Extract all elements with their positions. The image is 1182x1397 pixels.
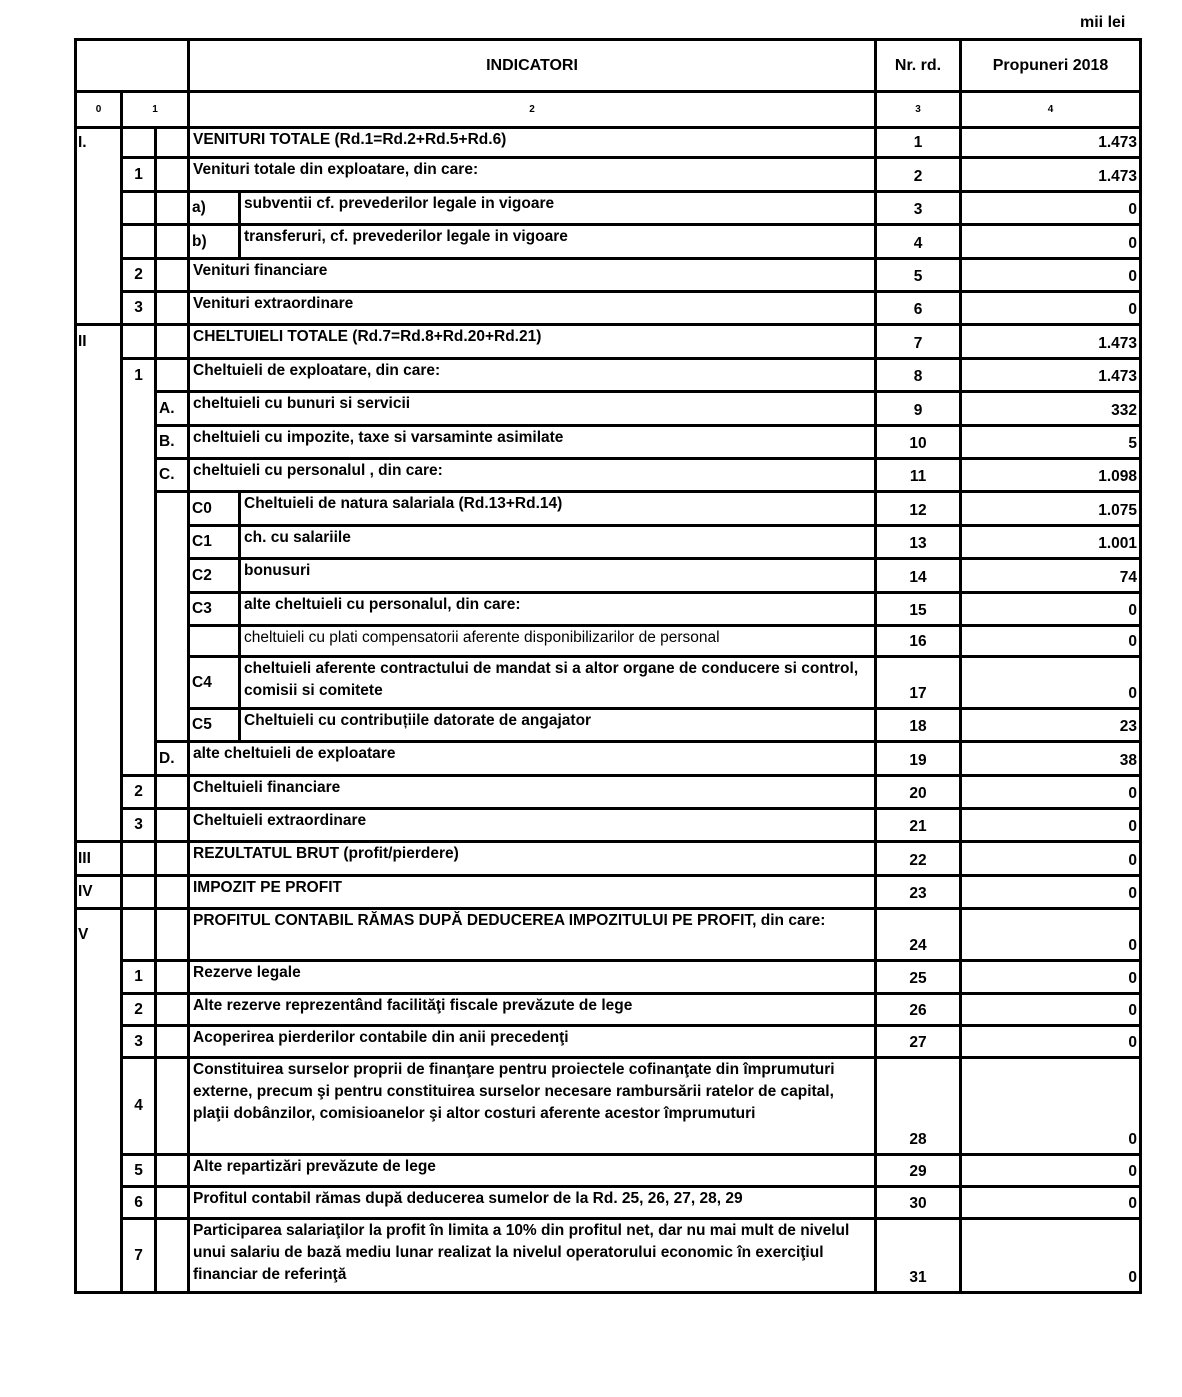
section-roman <box>76 776 122 809</box>
item-number: 3 <box>122 809 156 842</box>
indicator-text: ch. cu salariile <box>240 526 876 559</box>
section-roman <box>76 359 122 392</box>
letter-cell <box>156 359 189 392</box>
letter-cell: D. <box>156 742 189 776</box>
item-number <box>122 192 156 225</box>
table-row <box>76 259 1141 292</box>
unit-label: mii lei <box>1080 14 1126 31</box>
row-number: 16 <box>876 626 961 657</box>
table-row <box>76 359 1141 392</box>
table-row <box>76 526 1141 559</box>
letter-cell: B. <box>156 426 189 459</box>
indicator-text: Participarea salariaţilor la profit în limita a 10% din profitul net, dar nu mai mult de nivelul unui salariu de bază mediu lunar realizat la nivelul operatorului economic în exerciţiul financiar de referinţă <box>189 1219 876 1293</box>
row-number: 5 <box>876 259 961 292</box>
proposal-value: 23 <box>961 709 1141 742</box>
proposal-value: 5 <box>961 426 1141 459</box>
item-number <box>122 742 156 776</box>
letter-cell: A. <box>156 392 189 426</box>
indicator-text: Constituirea surselor proprii de finanţare pentru proiectele cofinanţate din împrumuturi externe, precum şi pentru constituirea surselor necesare rambursării ratelor de capital, plaţii dobânzilor, comisioanelor şi altor costuri aferente acestor împrumuturi <box>189 1058 876 1155</box>
table-row <box>76 1187 1141 1219</box>
section-roman <box>76 1155 122 1187</box>
row-number: 2 <box>876 158 961 192</box>
indicator-text: Cheltuieli de natura salariala (Rd.13+Rd.14) <box>240 492 876 526</box>
proposal-value: 0 <box>961 909 1141 961</box>
row-number: 13 <box>876 526 961 559</box>
indicator-text: Venituri financiare <box>189 259 876 292</box>
indicator-text: cheltuieli cu bunuri si servicii <box>189 392 876 426</box>
indicator-text: subventii cf. prevederilor legale in vigoare <box>240 192 876 225</box>
sub-label: C1 <box>189 526 240 559</box>
row-number: 9 <box>876 392 961 426</box>
section-roman: III <box>76 842 122 876</box>
letter-cell <box>156 626 189 657</box>
table-row <box>76 742 1141 776</box>
item-number <box>122 128 156 158</box>
indicator-text: Venituri extraordinare <box>189 292 876 325</box>
item-number <box>122 459 156 492</box>
indicator-text: Cheltuieli extraordinare <box>189 809 876 842</box>
item-number <box>122 392 156 426</box>
proposal-value: 1.098 <box>961 459 1141 492</box>
sub-label: C5 <box>189 709 240 742</box>
row-number: 27 <box>876 1026 961 1058</box>
section-roman <box>76 259 122 292</box>
indicator-text: VENITURI TOTALE (Rd.1=Rd.2+Rd.5+Rd.6) <box>189 128 876 158</box>
header-indicatori: INDICATORI <box>189 40 876 92</box>
item-number <box>122 876 156 909</box>
item-number <box>122 325 156 359</box>
indicator-text: Alte rezerve reprezentând facilităţi fiscale prevăzute de lege <box>189 994 876 1026</box>
letter-cell <box>156 1219 189 1293</box>
item-number: 4 <box>122 1058 156 1155</box>
indicator-text: bonusuri <box>240 559 876 593</box>
row-number: 17 <box>876 657 961 709</box>
item-number <box>122 842 156 876</box>
sub-label: C3 <box>189 593 240 626</box>
indicator-text: cheltuieli cu impozite, taxe si varsaminte asimilate <box>189 426 876 459</box>
indicator-text: cheltuieli cu plati compensatorii aferente disponibilizarilor de personal <box>240 626 876 657</box>
indicator-text: Alte repartizări prevăzute de lege <box>189 1155 876 1187</box>
sub-label: C4 <box>189 657 240 709</box>
proposal-value: 0 <box>961 292 1141 325</box>
section-roman <box>76 526 122 559</box>
indicator-text: Venituri totale din exploatare, din care: <box>189 158 876 192</box>
letter-cell <box>156 876 189 909</box>
row-number: 26 <box>876 994 961 1026</box>
letter-cell <box>156 909 189 961</box>
row-number: 19 <box>876 742 961 776</box>
section-roman <box>76 593 122 626</box>
table-row <box>76 709 1141 742</box>
proposal-value: 0 <box>961 876 1141 909</box>
proposal-value: 0 <box>961 1219 1141 1293</box>
header-nr-rd: Nr. rd. <box>876 40 961 92</box>
proposal-value: 0 <box>961 192 1141 225</box>
proposal-value: 38 <box>961 742 1141 776</box>
proposal-value: 1.473 <box>961 359 1141 392</box>
row-number: 7 <box>876 325 961 359</box>
letter-cell <box>156 709 189 742</box>
col-number-4: 4 <box>961 92 1141 128</box>
table-row <box>76 559 1141 593</box>
header-empty-cell <box>76 40 189 92</box>
proposal-value: 0 <box>961 225 1141 259</box>
proposal-value: 0 <box>961 994 1141 1026</box>
letter-cell <box>156 593 189 626</box>
row-number: 6 <box>876 292 961 325</box>
indicator-text: Cheltuieli de exploatare, din care: <box>189 359 876 392</box>
row-number: 22 <box>876 842 961 876</box>
indicator-text: CHELTUIELI TOTALE (Rd.7=Rd.8+Rd.20+Rd.21) <box>189 325 876 359</box>
proposal-value: 0 <box>961 1026 1141 1058</box>
letter-cell <box>156 158 189 192</box>
row-number: 30 <box>876 1187 961 1219</box>
proposal-value: 0 <box>961 626 1141 657</box>
section-roman <box>76 459 122 492</box>
row-number: 8 <box>876 359 961 392</box>
row-number: 28 <box>876 1058 961 1155</box>
section-roman <box>76 426 122 459</box>
proposal-value: 74 <box>961 559 1141 593</box>
indicator-text: Cheltuieli cu contribuțiile datorate de angajator <box>240 709 876 742</box>
letter-cell <box>156 559 189 593</box>
table-row <box>76 626 1141 657</box>
table-row <box>76 292 1141 325</box>
letter-cell <box>156 259 189 292</box>
row-number: 21 <box>876 809 961 842</box>
item-number <box>122 426 156 459</box>
letter-cell <box>156 776 189 809</box>
row-number: 31 <box>876 1219 961 1293</box>
proposal-value: 0 <box>961 259 1141 292</box>
section-roman <box>76 709 122 742</box>
table-row <box>76 961 1141 994</box>
row-number: 14 <box>876 559 961 593</box>
table-row <box>76 593 1141 626</box>
proposal-value: 1.473 <box>961 128 1141 158</box>
item-number <box>122 526 156 559</box>
row-number: 10 <box>876 426 961 459</box>
section-roman <box>76 961 122 994</box>
item-number <box>122 225 156 259</box>
item-number: 2 <box>122 994 156 1026</box>
letter-cell <box>156 1155 189 1187</box>
table-row <box>76 842 1141 876</box>
section-roman <box>76 158 122 192</box>
indicator-text: cheltuieli cu personalul , din care: <box>189 459 876 492</box>
item-number <box>122 559 156 593</box>
section-roman <box>76 1219 122 1293</box>
proposal-value: 1.075 <box>961 492 1141 526</box>
row-number: 24 <box>876 909 961 961</box>
indicator-text: Cheltuieli financiare <box>189 776 876 809</box>
budget-table-frame <box>74 38 1142 1294</box>
item-number: 1 <box>122 961 156 994</box>
section-roman <box>76 492 122 526</box>
table-row <box>76 158 1141 192</box>
letter-cell <box>156 994 189 1026</box>
sub-label <box>189 626 240 657</box>
item-number: 7 <box>122 1219 156 1293</box>
item-number <box>122 709 156 742</box>
section-roman: IV <box>76 876 122 909</box>
section-roman <box>76 1058 122 1155</box>
table-row <box>76 1026 1141 1058</box>
row-number: 29 <box>876 1155 961 1187</box>
letter-cell <box>156 526 189 559</box>
table-row <box>76 128 1141 158</box>
table-row <box>76 392 1141 426</box>
row-number: 15 <box>876 593 961 626</box>
letter-cell <box>156 325 189 359</box>
col-number-2: 2 <box>189 92 876 128</box>
proposal-value: 1.001 <box>961 526 1141 559</box>
table-row <box>76 876 1141 909</box>
item-number <box>122 626 156 657</box>
proposal-value: 0 <box>961 593 1141 626</box>
indicator-text: transferuri, cf. prevederilor legale in vigoare <box>240 225 876 259</box>
section-roman <box>76 192 122 225</box>
letter-cell <box>156 292 189 325</box>
section-roman <box>76 809 122 842</box>
table-row <box>76 225 1141 259</box>
proposal-value: 0 <box>961 776 1141 809</box>
section-roman <box>76 559 122 593</box>
section-roman: V <box>76 909 122 961</box>
indicator-text: alte cheltuieli de exploatare <box>189 742 876 776</box>
indicator-text: cheltuieli aferente contractului de mandat si a altor organe de conducere si control, comisii si comitete <box>240 657 876 709</box>
proposal-value: 0 <box>961 809 1141 842</box>
section-roman: I. <box>76 128 122 158</box>
row-number: 1 <box>876 128 961 158</box>
proposal-value: 0 <box>961 1058 1141 1155</box>
table-row <box>76 1058 1141 1155</box>
proposal-value: 1.473 <box>961 158 1141 192</box>
item-number: 3 <box>122 1026 156 1058</box>
proposal-value: 0 <box>961 657 1141 709</box>
section-roman <box>76 626 122 657</box>
indicator-text: REZULTATUL BRUT (profit/pierdere) <box>189 842 876 876</box>
indicator-text: IMPOZIT PE PROFIT <box>189 876 876 909</box>
column-number-row <box>76 92 1141 128</box>
item-number: 3 <box>122 292 156 325</box>
section-roman <box>76 994 122 1026</box>
col-number-0: 0 <box>76 92 122 128</box>
table-row <box>76 426 1141 459</box>
row-number: 23 <box>876 876 961 909</box>
indicator-text: PROFITUL CONTABIL RĂMAS DUPĂ DEDUCEREA IMPOZITULUI PE PROFIT, din care: <box>189 909 876 961</box>
item-number <box>122 492 156 526</box>
letter-cell <box>156 809 189 842</box>
indicator-text: Profitul contabil rămas după deducerea sumelor de la Rd. 25, 26, 27, 28, 29 <box>189 1187 876 1219</box>
item-number: 5 <box>122 1155 156 1187</box>
section-roman: II <box>76 325 122 359</box>
item-number <box>122 909 156 961</box>
section-roman <box>76 742 122 776</box>
item-number: 1 <box>122 359 156 392</box>
row-number: 12 <box>876 492 961 526</box>
section-roman <box>76 292 122 325</box>
letter-cell <box>156 128 189 158</box>
letter-cell <box>156 1026 189 1058</box>
proposal-value: 0 <box>961 1187 1141 1219</box>
letter-cell <box>156 1058 189 1155</box>
section-roman <box>76 1026 122 1058</box>
table-row <box>76 809 1141 842</box>
letter-cell <box>156 657 189 709</box>
table-row <box>76 325 1141 359</box>
item-number <box>122 593 156 626</box>
section-roman <box>76 392 122 426</box>
proposal-value: 332 <box>961 392 1141 426</box>
row-number: 20 <box>876 776 961 809</box>
item-number: 2 <box>122 776 156 809</box>
letter-cell <box>156 1187 189 1219</box>
letter-cell <box>156 192 189 225</box>
section-roman <box>76 225 122 259</box>
section-roman <box>76 1187 122 1219</box>
table-row <box>76 492 1141 526</box>
row-number: 11 <box>876 459 961 492</box>
proposal-value: 0 <box>961 842 1141 876</box>
budget-table <box>74 38 1142 1294</box>
item-number: 6 <box>122 1187 156 1219</box>
proposal-value: 0 <box>961 961 1141 994</box>
table-row <box>76 994 1141 1026</box>
sub-label: b) <box>189 225 240 259</box>
table-row <box>76 192 1141 225</box>
row-number: 3 <box>876 192 961 225</box>
sub-label: C0 <box>189 492 240 526</box>
indicator-text: Acoperirea pierderilor contabile din anii precedenţi <box>189 1026 876 1058</box>
table-row <box>76 909 1141 961</box>
proposal-value: 0 <box>961 1155 1141 1187</box>
col-number-1: 1 <box>122 92 189 128</box>
header-propuneri: Propuneri 2018 <box>961 40 1141 92</box>
row-number: 18 <box>876 709 961 742</box>
header-row <box>76 40 1141 92</box>
table-row <box>76 459 1141 492</box>
letter-cell <box>156 842 189 876</box>
table-row <box>76 1155 1141 1187</box>
table-row <box>76 776 1141 809</box>
proposal-value: 1.473 <box>961 325 1141 359</box>
letter-cell <box>156 225 189 259</box>
sub-label: a) <box>189 192 240 225</box>
indicator-text: Rezerve legale <box>189 961 876 994</box>
section-roman <box>76 657 122 709</box>
row-number: 4 <box>876 225 961 259</box>
row-number: 25 <box>876 961 961 994</box>
item-number: 1 <box>122 158 156 192</box>
letter-cell: C. <box>156 459 189 492</box>
letter-cell <box>156 492 189 526</box>
col-number-3: 3 <box>876 92 961 128</box>
table-row <box>76 1219 1141 1293</box>
letter-cell <box>156 961 189 994</box>
table-row <box>76 657 1141 709</box>
indicator-text: alte cheltuieli cu personalul, din care: <box>240 593 876 626</box>
sub-label: C2 <box>189 559 240 593</box>
item-number: 2 <box>122 259 156 292</box>
item-number <box>122 657 156 709</box>
